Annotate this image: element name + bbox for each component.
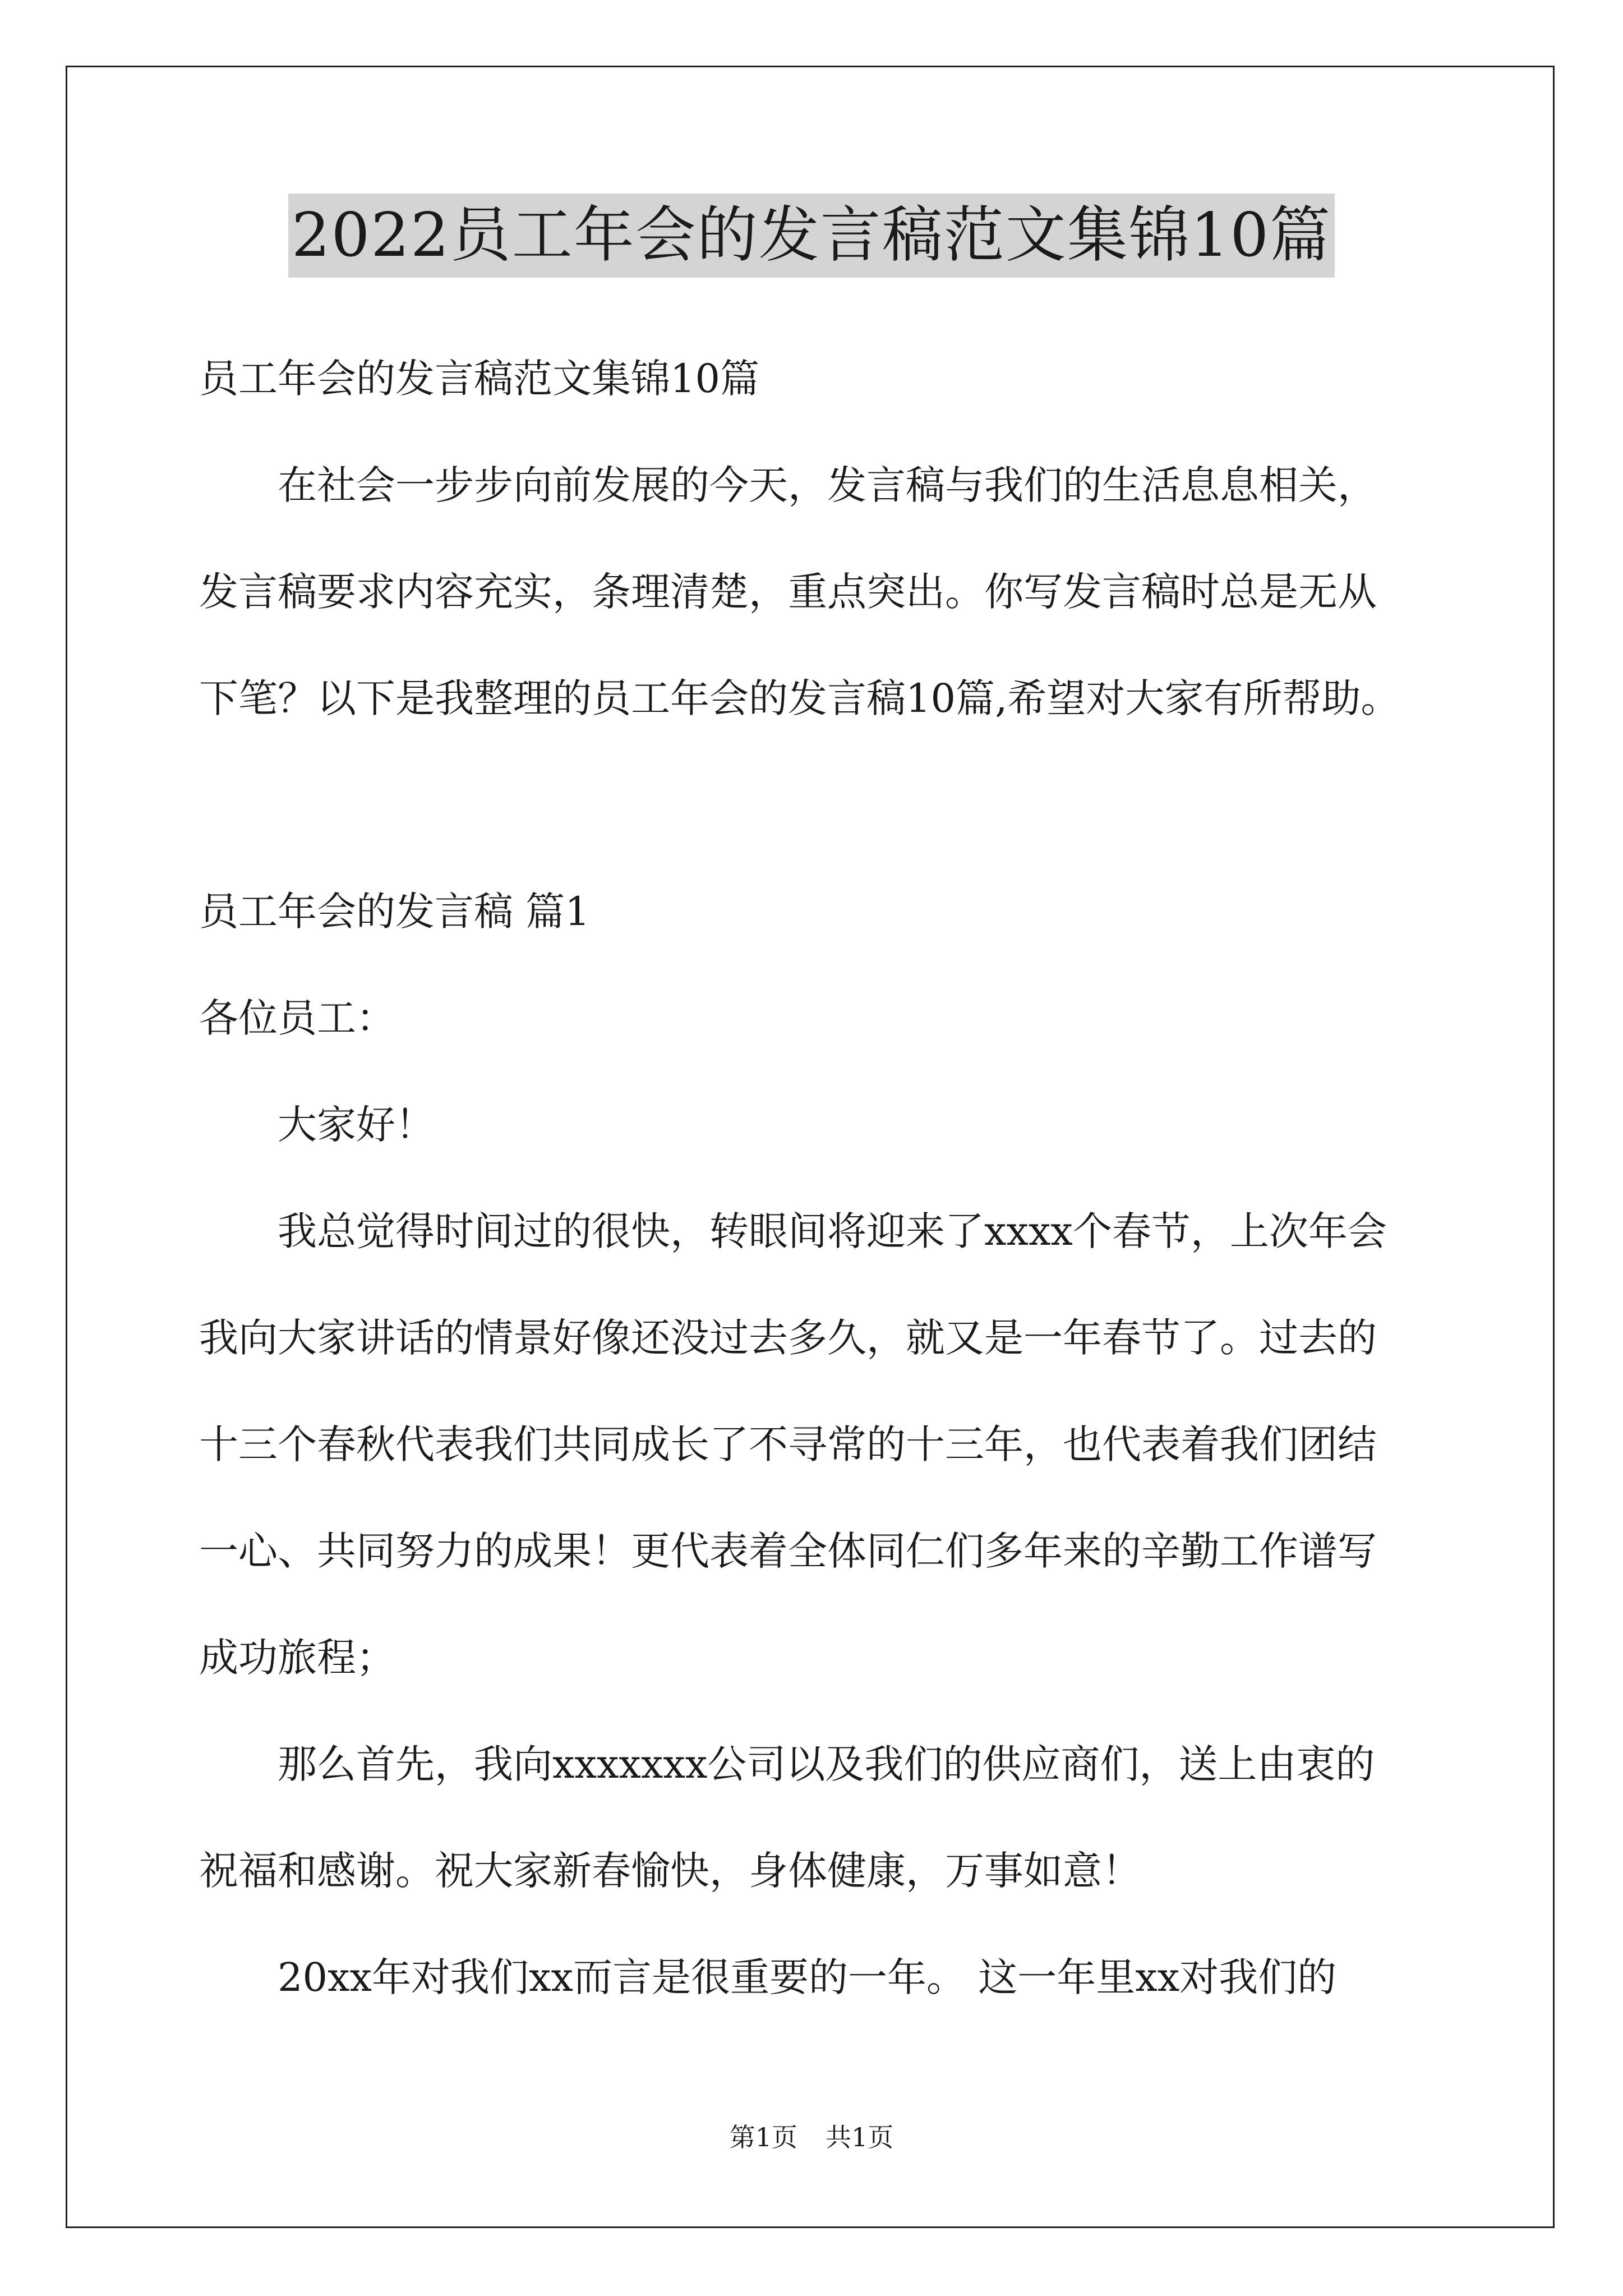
page-total: 共1页 bbox=[826, 2122, 894, 2152]
paragraph-line: 成功旅程； bbox=[199, 1635, 395, 1681]
paragraph-line: 20xx年对我们xx而言是很重要的一年。 这一年里xx对我们的 bbox=[199, 1954, 1337, 2000]
page-number: 第1页 bbox=[729, 2122, 797, 2152]
paragraph-line: 我总觉得时间过的很快，转眼间将迎来了xxxx个春节，上次年会 bbox=[199, 1208, 1387, 1254]
paragraph-line: 发言稿要求内容充实，条理清楚，重点突出。你写发言稿时总是无从 bbox=[199, 569, 1377, 615]
document-title: 2022员工年会的发言稿范文集锦10篇 bbox=[288, 194, 1335, 278]
greeting-line: 大家好！ bbox=[199, 1102, 435, 1148]
paragraph-line: 下笔？以下是我整理的员工年会的发言稿10篇,希望对大家有所帮助。 bbox=[199, 675, 1400, 721]
paragraph-line: 一心、共同努力的成果！更代表着全体同仁们多年来的辛勤工作谱写 bbox=[199, 1528, 1377, 1574]
paragraph-line: 十三个春秋代表我们共同成长了不寻常的十三年，也代表着我们团结 bbox=[199, 1421, 1377, 1467]
paragraph-line: 那么首先，我向xxxxxxx公司以及我们的供应商们，送上由衷的 bbox=[199, 1741, 1375, 1787]
subtitle-line: 员工年会的发言稿范文集锦10篇 bbox=[199, 356, 760, 402]
section-heading: 员工年会的发言稿 篇1 bbox=[199, 889, 590, 935]
paragraph-line: 祝福和感谢。祝大家新春愉快，身体健康，万事如意！ bbox=[199, 1848, 1141, 1894]
title-container bbox=[0, 194, 1623, 278]
paragraph-line: 在社会一步步向前发展的今天，发言稿与我们的生活息息相关， bbox=[199, 462, 1377, 508]
page-footer bbox=[0, 2120, 1623, 2154]
paragraph-line: 我向大家讲话的情景好像还没过去多久，就又是一年春节了。过去的 bbox=[199, 1315, 1377, 1361]
salutation-line: 各位员工： bbox=[199, 995, 395, 1041]
